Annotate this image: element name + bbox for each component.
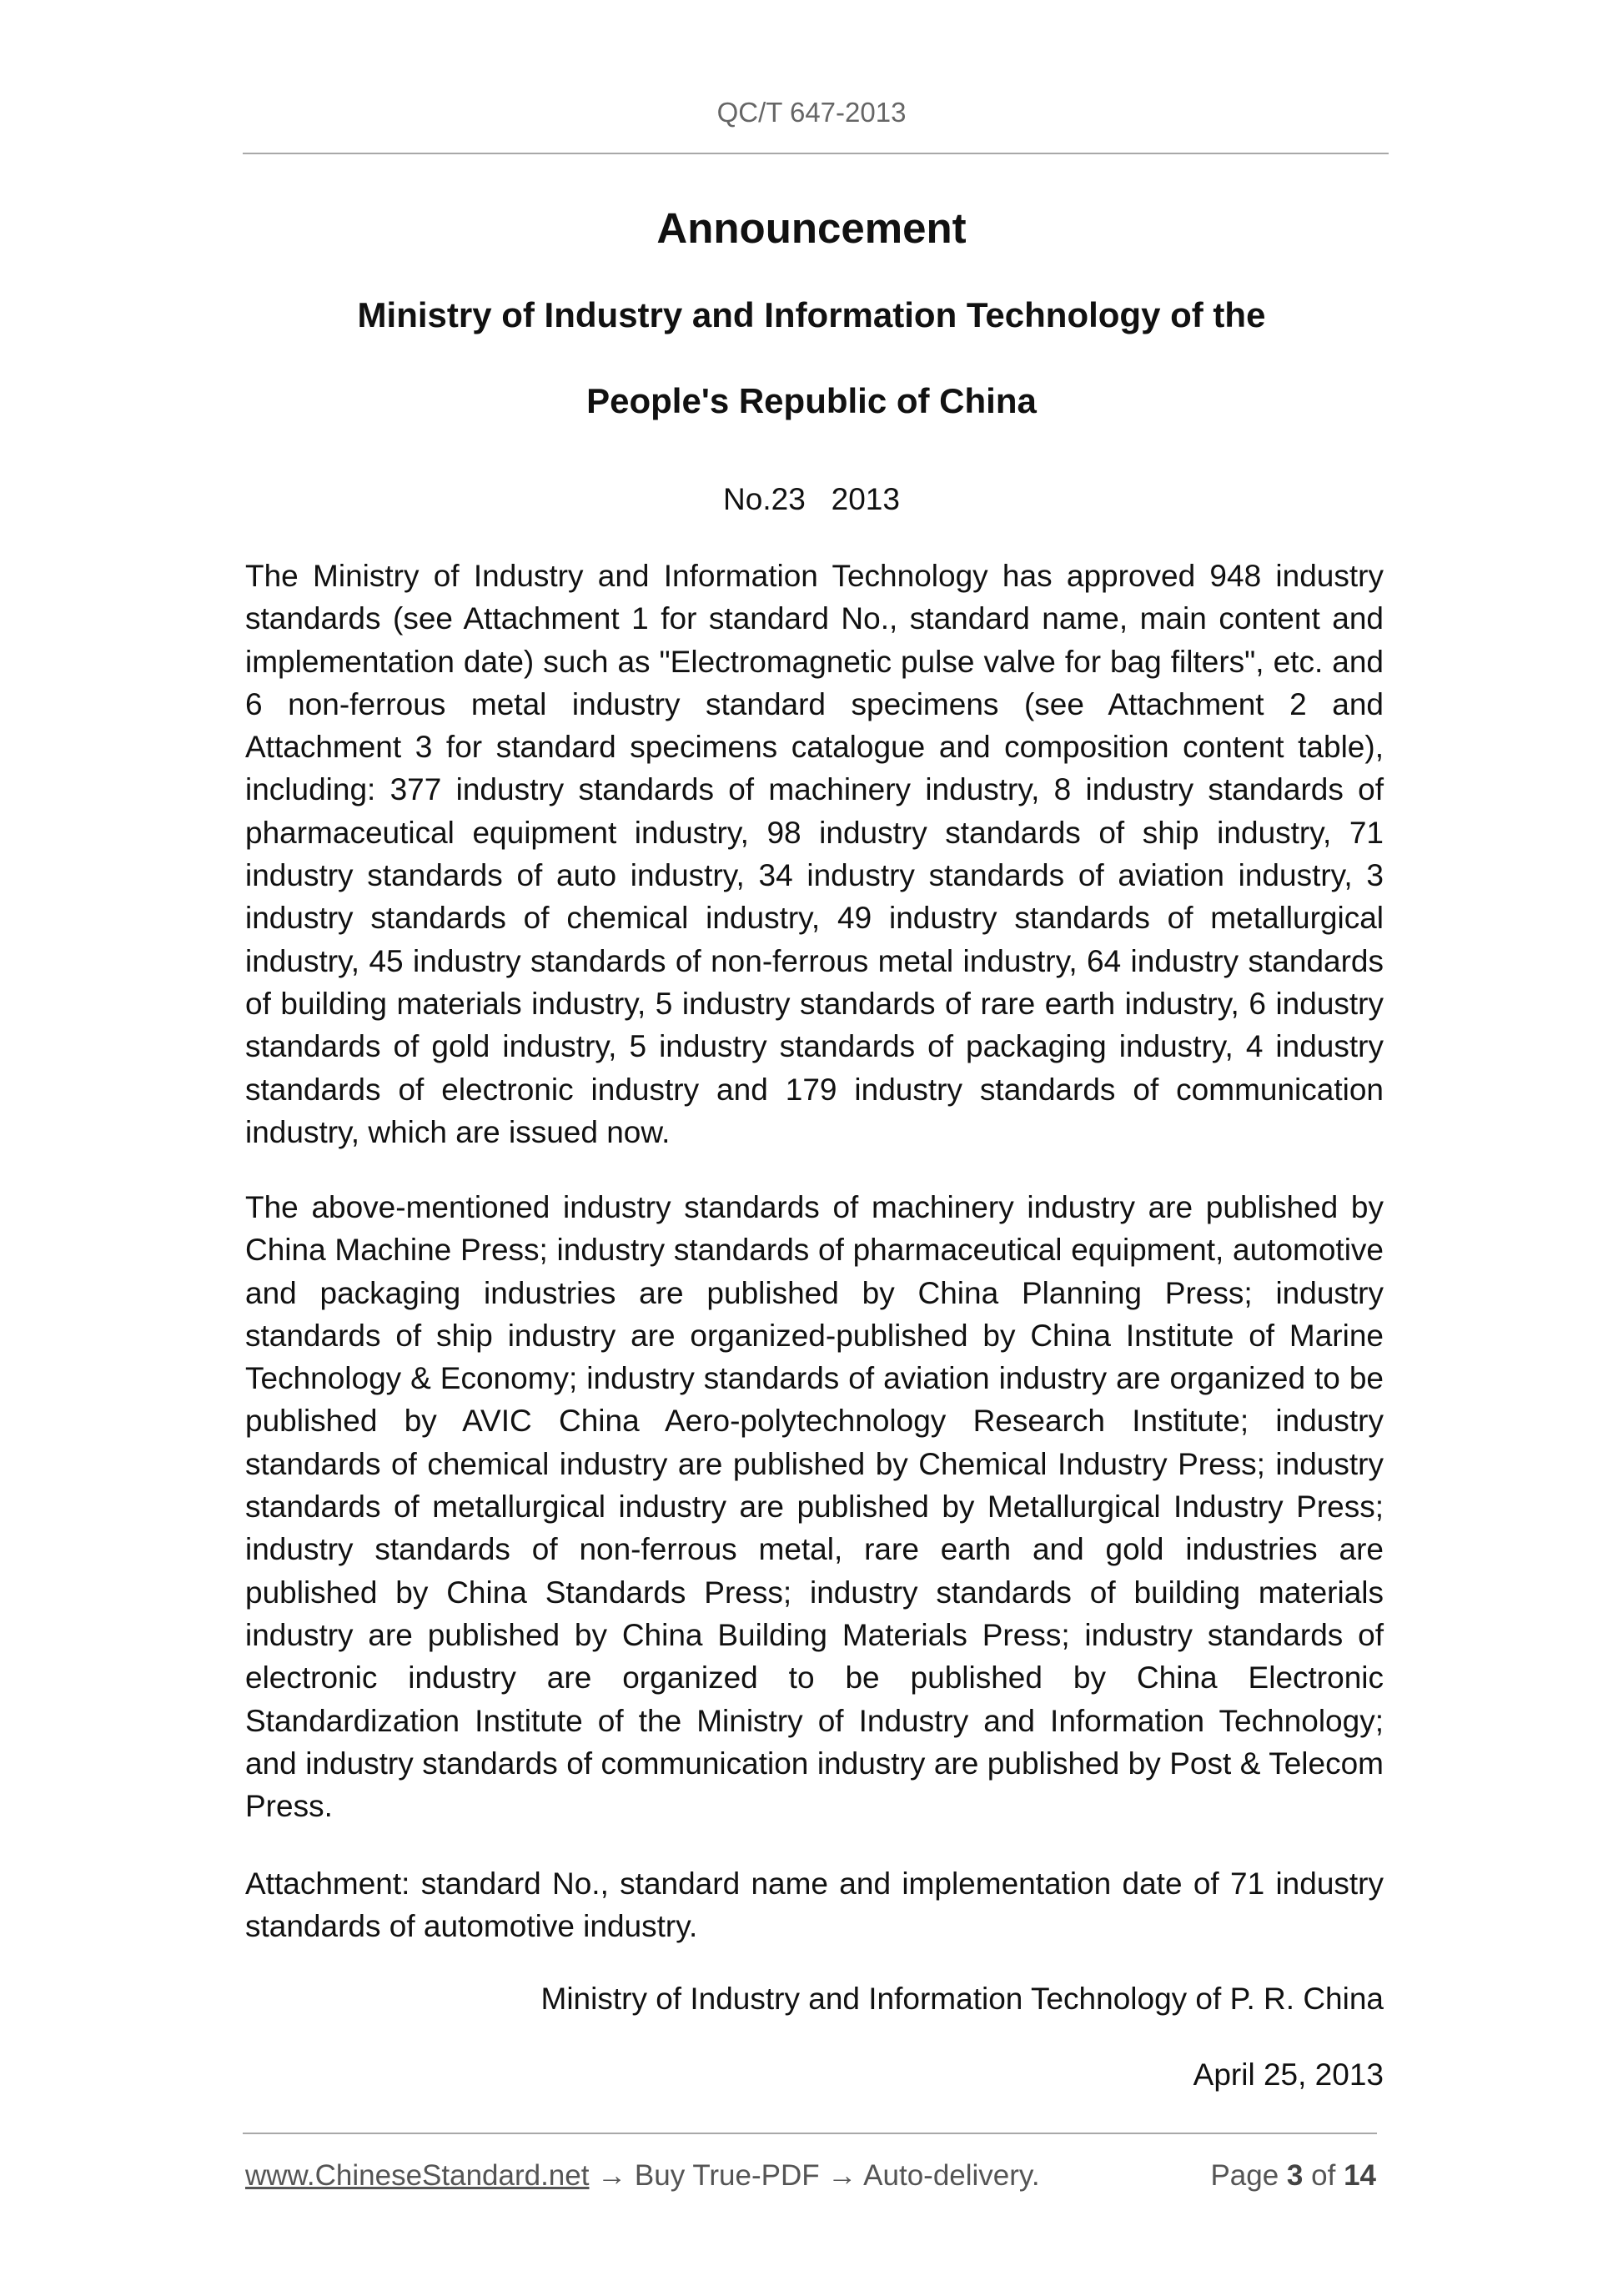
announcement-number: No.23 2013 — [723, 482, 900, 516]
header-divider — [243, 153, 1389, 154]
footer-divider — [243, 2133, 1377, 2134]
paragraph-approval: The Ministry of Industry and Information Technology has approved 948 industry standards (see Attachment 1 for standard No., standard name, main content and implementation date) such as "Electromagnetic pulse valve for bag filters", etc. and 6 non-ferrous metal industry standard specimens (see Attachment 2 and Attachment 3 for standard specimens catalogue and composition content table), including: 377 industry standards of machinery industry, 8 industry standards of pharmaceutical equipment industry, 98 industry standards of ship industry, 71 industry standards of auto industry, 34 industry standards of aviation industry, 3 industry standards of chemical industry, 49 industry standards of metallurgical industry, 45 industry standards of non-ferrous metal industry, 64 industry standards of building materials industry, 5 industry standards of rare earth industry, 6 industry standards of gold industry, 5 industry standards of packaging industry, 4 industry standards of electronic industry and 179 industry standards of communication industry, which are issued now. — [245, 559, 1384, 1149]
signature-organization: Ministry of Industry and Information Technology of P. R. China — [540, 1982, 1384, 2016]
issuer-line-2: People's Republic of China — [586, 381, 1037, 420]
footer-tagline: → Buy True-PDF → Auto-delivery. — [589, 2159, 1040, 2192]
page-title: Announcement — [656, 204, 967, 252]
page-indicator — [1210, 2159, 1376, 2193]
page-of-label: of — [1311, 2159, 1336, 2192]
paragraph-attachment: Attachment: standard No., standard name and implementation date of 71 industry standards of automotive industry. — [245, 1866, 1384, 1944]
page-total: 14 — [1344, 2159, 1376, 2192]
paragraph-publishers: The above-mentioned industry standards of machinery industry are published by China Machine Press; industry standards of pharmaceutical equipment, automotive and packaging industries are published by China Planning Press; industry standards of ship industry are organized-published by China Institute of Marine Technology & Economy; industry standards of aviation industry are organized to be published by AVIC China Aero-polytechnology Research Institute; industry standards of chemical industry are published by Chemical Industry Press; industry standards of metallurgical industry are published by Metallurgical Industry Press; industry standards of non-ferrous metal, rare earth and gold industries are published by China Standards Press; industry standards of building materials industry are published by China Building Materials Press; industry standards of electronic industry are organized to be published by China Electronic Standardization Institute of the Ministry of Industry and Information Technology; and industry standards of communication industry are published by Post & Telecom Press. — [245, 1190, 1384, 1824]
page-label: Page — [1210, 2159, 1279, 2192]
website-link[interactable]: www.ChineseStandard.net — [245, 2159, 590, 2192]
page-current: 3 — [1286, 2159, 1304, 2192]
footer-promo — [245, 2159, 1040, 2193]
document-code: QC/T 647-2013 — [716, 97, 907, 128]
signature-date: April 25, 2013 — [1193, 2057, 1384, 2092]
issuer-line-1: Ministry of Industry and Information Technology of the — [357, 295, 1266, 334]
